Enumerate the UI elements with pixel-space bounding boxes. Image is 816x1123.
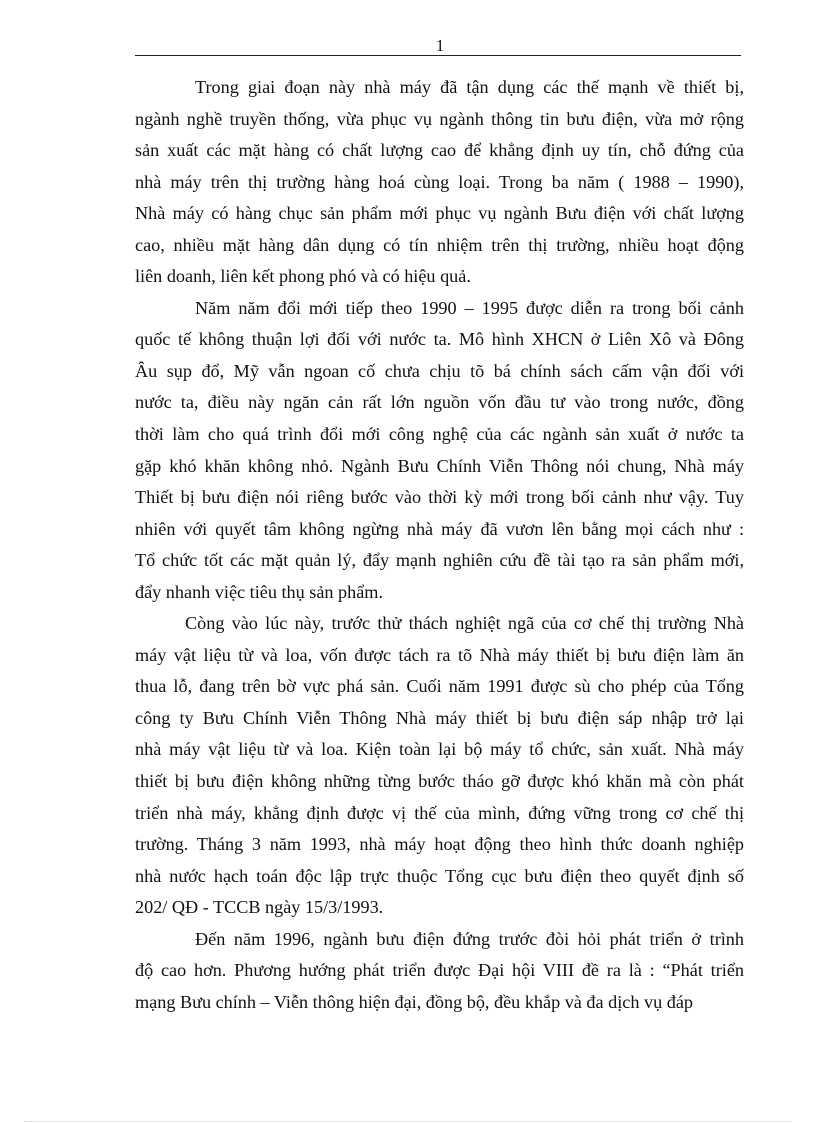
text-line: nước ta, điều này ngăn cản rất lớn nguồn vốn đầu tư vào trong nước, đồng — [135, 392, 744, 413]
text-line: thua lỗ, đang trên bờ vực phá sản. Cuối năm 1991 được sù cho phép của Tổng — [135, 676, 744, 697]
text-line: mạng Bưu chính – Viễn thông hiện đại, đồng bộ, đều khắp và đa dịch vụ đáp — [135, 991, 693, 1012]
text-line: Tổ chức tốt các mặt quản lý, đẩy mạnh nghiên cứu đề tài tạo ra sản phẩm mới, — [135, 550, 744, 571]
paragraph-4 — [135, 924, 744, 1019]
text-line: Năm năm đổi mới tiếp theo 1990 – 1995 được diễn ra trong bối cảnh — [195, 297, 744, 318]
text-line: triển nhà máy, khẳng định được vị thế của mình, đứng vững trong cơ chế thị — [135, 802, 744, 823]
page-boundary — [24, 1121, 792, 1122]
text-line: liên doanh, liên kết phong phó và có hiệu quả. — [135, 266, 471, 287]
text-line: Trong giai đoạn này nhà máy đã tận dụng các thế mạnh về thiết bị, — [195, 77, 744, 97]
header-rule — [135, 55, 741, 56]
text-line: Thiết bị bưu điện nói riêng bước vào thời kỳ mới trong bối cảnh như vậy. Tuy — [135, 487, 744, 508]
text-line: trường. Tháng 3 năm 1993, nhà máy hoạt động theo hình thức doanh nghiệp — [135, 834, 744, 855]
text-line: Âu sụp đổ, Mỹ vẫn ngoan cố chưa chịu tõ bá chính sách cấm vận đối với — [135, 360, 744, 381]
text-line: máy vật liệu từ và loa, vốn được tách ra tõ Nhà máy thiết bị bưu điện làm ăn — [135, 644, 744, 665]
text-line: ngành nghề truyền thống, vừa phục vụ ngành thông tin bưu điện, vừa mở rộng — [135, 108, 744, 129]
text-line: nhiên với quyết tâm không ngừng nhà máy đã vươn lên bằng mọi cách như : — [135, 518, 744, 539]
text-line: quốc tế không thuận lợi đối với nước ta. Mô hình XHCN ở Liên Xô và Đông — [135, 329, 744, 350]
page-number: 1 — [435, 36, 445, 55]
text-line: 202/ QĐ - TCCB ngày 15/3/1993. — [135, 897, 384, 918]
paragraph-1 — [135, 72, 744, 293]
text-line: Đến năm 1996, ngành bưu điện đứng trước đòi hỏi phát triển ở trình — [195, 928, 744, 949]
text-line: nhà nước hạch toán độc lập trực thuộc Tổng cục bưu điện theo quyết định số — [135, 865, 744, 886]
text-line: thời làm cho quá trình đổi mới công nghệ của các ngành sản xuất ở nước ta — [135, 424, 744, 445]
text-line: gặp khó khăn không nhỏ. Ngành Bưu Chính Viễn Thông nói chung, Nhà máy — [135, 455, 744, 476]
text-line: Nhà máy có hàng chục sản phẩm mới phục vụ ngành Bưu điện với chất lượng — [135, 203, 744, 224]
paragraph-2 — [135, 293, 744, 608]
text-line: cao, nhiều mặt hàng dân dụng có tín nhiệm trên thị trường, nhiều hoạt động — [135, 234, 744, 255]
paragraph-3 — [135, 608, 744, 923]
text-line: Còng vào lúc này, trước thử thách nghiệt ngã của cơ chế thị trường Nhà — [185, 613, 744, 634]
text-line: độ cao hơn. Phương hướng phát triển được Đại hội VIII đề ra là : “Phát triển — [135, 960, 744, 981]
text-line: công ty Bưu Chính Viễn Thông Nhà máy thiết bị bưu điện sáp nhập trở lại — [135, 707, 744, 728]
text-line: nhà máy trên thị trường hàng hoá cùng loại. Trong ba năm ( 1988 – 1990), — [135, 171, 744, 192]
text-line: thiết bị bưu điện không những từng bước tháo gỡ được khó khăn mà còn phát — [135, 771, 744, 792]
text-line: sản xuất các mặt hàng có chất lượng cao để khẳng định uy tín, chỗ đứng của — [135, 140, 744, 161]
text-line: nhà máy vật liệu từ và loa. Kiện toàn lại bộ máy tổ chức, sản xuất. Nhà máy — [135, 739, 744, 760]
document-body — [135, 72, 744, 1018]
text-line: đẩy nhanh việc tiêu thụ sản phẩm. — [135, 581, 383, 602]
